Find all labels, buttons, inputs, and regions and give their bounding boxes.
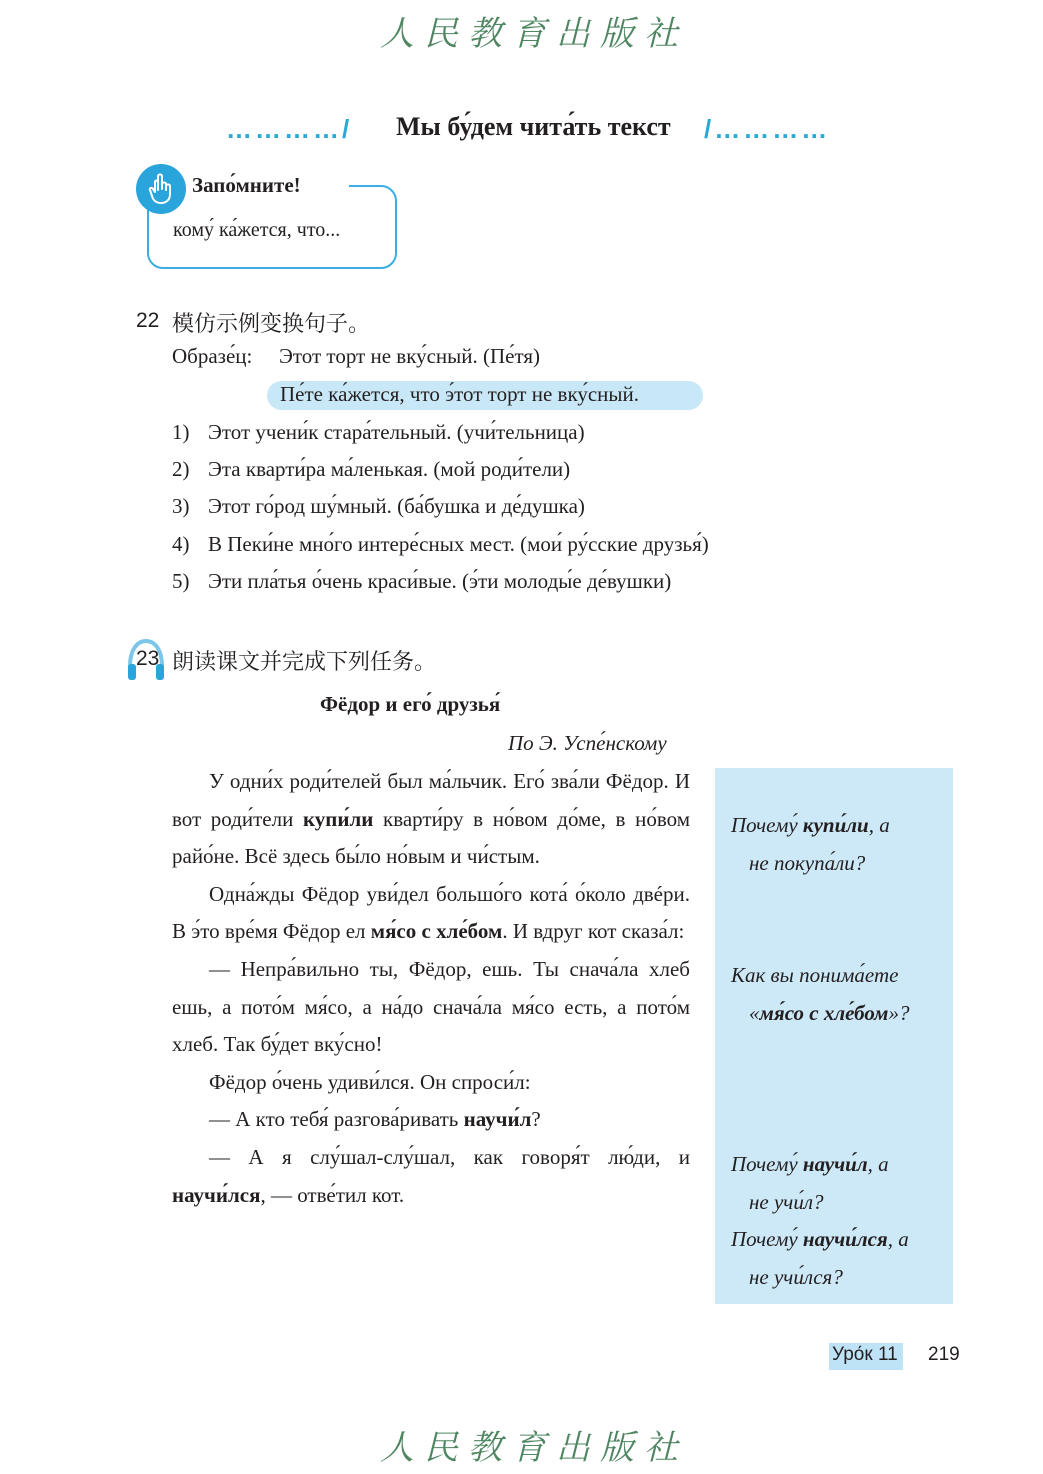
item-text: Этот го́род шу́мный. (ба́бушка и де́душка) <box>208 494 585 518</box>
story-bold: мя́со с хле́бом <box>370 919 503 944</box>
item-text: Этот учени́к стара́тельный. (учи́тельница) <box>208 420 585 444</box>
question-run: « <box>749 1000 760 1025</box>
list-item <box>172 494 585 519</box>
section-title <box>226 108 866 152</box>
question-run: Как вы понима́ете <box>731 963 899 987</box>
section-title-text: Мы бу́дем чита́ть текст <box>396 112 671 141</box>
question-run: »? <box>888 1000 910 1025</box>
story-run: — А я слу́шал-слу́шал, как говоря́т лю́ди, и <box>209 1144 690 1169</box>
item-number: 1) <box>172 420 190 444</box>
story-run: — Непра́вильно ты, Фёдор, ешь. Ты снача́ла хлеб ешь, а пото́м мя́со, а на́до снача́ла мя́со есть, а пото́м хлеб. Так бу́дет вку́сно! <box>172 956 690 1057</box>
item-number: 4) <box>172 532 190 556</box>
list-item <box>172 569 671 594</box>
question-run: Почему́ <box>731 1152 803 1176</box>
question-line <box>731 1227 909 1251</box>
question-line <box>731 1152 889 1176</box>
list-item <box>172 420 585 445</box>
story-author: По Э. Успе́нскому <box>508 731 667 755</box>
exercise-23-instruction: 朗读课文并完成下列任务。 <box>172 650 437 675</box>
question-bold: купи́ли <box>802 813 869 837</box>
sample-text: Этот торт не вку́сный. (Пе́тя) <box>279 344 541 368</box>
question-bold: научи́лся <box>802 1227 888 1251</box>
question-run: не учи́лся? <box>749 1264 843 1289</box>
sample-label: Образе́ц: <box>172 344 253 368</box>
question-run: Почему́ <box>731 1227 803 1251</box>
story-run: кварти́ру в но́вом до́ме, в но́вом райо́не. Всё здесь бы́ло но́вым и чи́стым. <box>172 806 690 869</box>
lesson-label: Уро́к 11 <box>832 1344 898 1365</box>
pointing-hand-icon <box>136 164 186 214</box>
remember-title: Запо́мните! <box>192 173 301 197</box>
question-run: , а <box>887 1227 909 1251</box>
story-paragraph <box>172 763 690 876</box>
story-text <box>172 763 690 1214</box>
item-number: 3) <box>172 494 190 518</box>
question-run: , а <box>867 1152 889 1176</box>
question-run: не покупа́ли? <box>749 850 866 875</box>
question-bold: мя́со с хле́бом <box>759 1000 889 1025</box>
exercise-23-number: 23 <box>136 647 160 670</box>
item-number: 2) <box>172 457 190 481</box>
publisher-logo-top: 人民教育出版社 <box>380 14 688 54</box>
story-paragraph <box>172 876 690 951</box>
exercise-22-number: 22 <box>136 309 160 332</box>
item-text: В Пеки́не мно́го интере́сных мест. (мои́ ру́сские друзья́) <box>208 532 709 556</box>
title-dots-right: /………… <box>704 114 831 144</box>
question-line <box>731 813 890 837</box>
item-text: Эта кварти́ра ма́ленькая. (мой роди́тели) <box>208 457 571 481</box>
story-run: . И вдруг кот сказа́л: <box>502 919 685 944</box>
list-item <box>172 457 570 482</box>
title-dots-left: …………/ <box>226 114 353 144</box>
story-paragraph <box>172 951 690 1064</box>
side-question <box>731 1221 941 1296</box>
item-number: 5) <box>172 569 190 593</box>
story-run: Фёдор о́чень удиви́лся. Он спроси́л: <box>209 1069 531 1094</box>
remember-text: кому́ ка́жется, что... <box>173 219 341 241</box>
question-line <box>731 845 941 883</box>
question-run: Почему́ <box>731 813 803 837</box>
page-number: 219 <box>928 1344 960 1365</box>
story-title: Фёдор и его́ друзья́ <box>320 692 501 716</box>
story-run: — А кто тебя́ разгова́ривать <box>209 1107 464 1132</box>
sample-answer: Пе́те ка́жется, что э́тот торт не вку́сный. <box>280 382 640 406</box>
question-line <box>731 995 941 1033</box>
story-run: ? <box>531 1107 541 1132</box>
exercise-22-instruction: 模仿示例变换句子。 <box>172 312 371 337</box>
story-paragraph <box>172 1064 690 1102</box>
story-bold: научи́л <box>463 1107 532 1132</box>
side-question <box>731 1146 941 1221</box>
list-item <box>172 532 709 557</box>
publisher-logo-bottom: 人民教育出版社 <box>380 1428 688 1468</box>
item-text: Эти пла́тья о́чень краси́вые. (э́ти молоды́е де́вушки) <box>208 569 672 593</box>
story-paragraph <box>172 1139 690 1214</box>
side-question <box>731 807 941 882</box>
question-run: не учи́л? <box>749 1189 824 1214</box>
story-bold: научи́лся <box>172 1182 261 1207</box>
side-question <box>731 957 941 1032</box>
question-line <box>731 963 898 987</box>
story-run: , — отве́тил кот. <box>260 1182 405 1207</box>
question-bold: научи́л <box>802 1152 868 1176</box>
story-paragraph <box>172 1101 690 1139</box>
question-line <box>731 1184 941 1222</box>
story-bold: купи́ли <box>302 806 374 831</box>
story-run: У одни́х роди́телей был ма́льчик. Его́ зва́ли Фёдор. И вот роди́тели <box>172 769 690 831</box>
story-run: Одна́жды Фёдор уви́дел большо́го кота́ о́коло двéри. В э́то вре́мя Фёдор ел <box>172 881 690 944</box>
question-run: , а <box>868 813 890 837</box>
question-line <box>731 1259 941 1297</box>
